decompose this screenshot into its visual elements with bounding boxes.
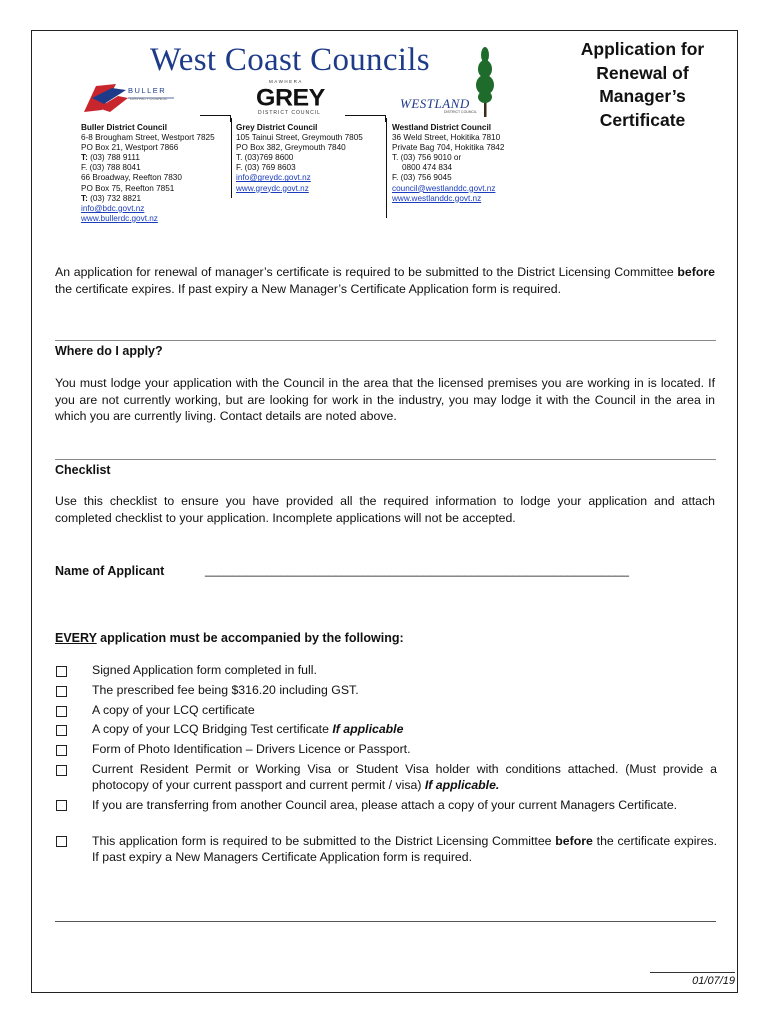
buller-council-name: Buller District Council — [81, 123, 167, 132]
footer-date: 01/07/19 — [692, 975, 735, 987]
divider-3 — [55, 921, 716, 922]
tree-icon — [474, 45, 496, 117]
title-line-3: Manager’s — [599, 86, 686, 106]
westland-website-link[interactable]: www.westlanddc.govt.nz — [392, 193, 482, 203]
westland-logo: WESTLAND — [400, 96, 470, 111]
item-signed-form: Signed Application form completed in full. — [92, 663, 317, 677]
west-coast-councils-logo: West Coast Councils — [150, 42, 430, 78]
buller-website-link[interactable]: www.bullerdc.govt.nz — [81, 213, 158, 223]
grey-logo: GREY — [256, 84, 325, 112]
item-permit-visa-text: Current Resident Permit or Working Visa or Student Visa holder with conditions attached. (Must provide a photocopy of your current passport and current permit / visa) — [92, 762, 717, 792]
buller-reefton-phone — [81, 194, 215, 204]
where-heading: Where do I apply? — [55, 344, 163, 358]
page-title — [560, 38, 725, 132]
checkbox-permit-visa[interactable] — [56, 765, 67, 776]
item-lcq-bridging — [92, 722, 717, 738]
item-permit-visa — [92, 762, 717, 793]
intro-bold: before — [677, 265, 715, 279]
item-expiry-text-2: the certificate expires. If past expiry a New Managers Certificate Application form is required. — [92, 834, 717, 864]
item-photo-id: Form of Photo Identification – Drivers Licence or Passport. — [92, 742, 411, 756]
grey-council-name: Grey District Council — [236, 123, 318, 132]
buller-phone — [81, 153, 215, 163]
intro-paragraph — [55, 264, 715, 297]
buller-reefton-address-2: PO Box 75, Reefton 7851 — [81, 183, 175, 193]
logo-connector-buller — [200, 115, 231, 122]
westland-council-name: Westland District Council — [392, 123, 492, 132]
intro-text-2: the certificate expires. If past expiry a New Manager’s Certificate Application form is required. — [55, 281, 561, 296]
buller-address-1: 6-8 Brougham Street, Westport 7825 — [81, 133, 215, 143]
title-line-2: Renewal of — [596, 62, 689, 83]
item-lcq-certificate: A copy of your LCQ certificate — [92, 703, 255, 717]
grey-email-link[interactable]: info@greydc.govt.nz — [236, 173, 311, 183]
grey-logo-maori: MAWHERA — [269, 79, 303, 84]
westland-logo-subtext: DISTRICT COUNCIL — [444, 110, 477, 114]
where-paragraph: You must lodge your application with the Council in the area that the licensed premises you are working in is located. If you are not currently working, but are looking for work in the industry, you may lodge it with the Council in the area in which you are currently living. Contact details are noted above. — [55, 376, 715, 423]
intro-text-1: An application for renewal of manager’s certificate is required to be submitted to the District Licensing Committee — [55, 265, 678, 279]
checkbox-lcq-bridging[interactable] — [56, 725, 67, 736]
grey-contact-block — [236, 123, 363, 194]
divider-2 — [55, 459, 716, 460]
grey-address-2: PO Box 382, Greymouth 7840 — [236, 143, 346, 153]
item-permit-visa-applicable: If applicable. — [424, 777, 500, 792]
westland-freephone: 0800 474 834 — [402, 163, 453, 173]
westland-fax: F. (03) 756 9045 — [392, 173, 452, 183]
item-lcq-bridging-text: A copy of your LCQ Bridging Test certificate — [92, 722, 333, 736]
every-underlined: EVERY — [55, 631, 97, 645]
checkbox-transfer[interactable] — [56, 800, 67, 811]
buller-contact-block — [81, 123, 215, 224]
title-line-1: Application for — [580, 39, 705, 59]
westland-email-link[interactable]: council@westlanddc.govt.nz — [392, 183, 496, 193]
grey-fax: F. (03) 769 8603 — [236, 163, 296, 173]
westland-contact-block — [392, 123, 504, 204]
applicant-name-label: Name of Applicant — [55, 564, 165, 578]
checkbox-photo-id[interactable] — [56, 745, 67, 756]
westland-address-2: Private Bag 704, Hokitika 7842 — [392, 143, 505, 153]
grey-website-link[interactable]: www.greydc.govt.nz — [236, 183, 309, 193]
grey-phone: T. (03)769 8600 — [236, 153, 294, 163]
buller-reefton-phone-number: (03) 732 8821 — [87, 193, 142, 203]
divider-grey-westland — [386, 118, 387, 218]
westland-phone: T. (03) 756 9010 or — [392, 153, 462, 163]
grey-address-1: 105 Tainui Street, Greymouth 7805 — [236, 133, 363, 143]
buller-fax: F. (03) 788 8041 — [81, 163, 141, 173]
logo-connector-grey — [345, 115, 386, 122]
checklist-paragraph: Use this checklist to ensure you have provided all the required information to lodge your application and attach completed checklist to your application. Incomplete applications will not be accepted. — [55, 494, 715, 525]
checkbox-fee[interactable] — [56, 686, 67, 697]
item-lcq-bridging-applicable: If applicable — [332, 722, 404, 736]
applicant-name-field[interactable]: ______________________________________________________________ — [205, 563, 630, 577]
every-rest: application must be accompanied by the following: — [96, 631, 404, 645]
divider-1 — [55, 340, 716, 341]
buller-reefton-address-1: 66 Broadway, Reefton 7830 — [81, 173, 182, 183]
item-transfer: If you are transferring from another Council area, please attach a copy of your current Managers Certificate. — [92, 798, 678, 812]
divider-buller-grey — [231, 118, 232, 198]
westland-address-1: 36 Weld Street, Hokitika 7810 — [392, 133, 501, 143]
buller-address-2: PO Box 21, Westport 7866 — [81, 143, 179, 153]
item-fee: The prescribed fee being $316.20 including GST. — [92, 683, 359, 697]
item-expiry-bold: before — [555, 834, 593, 848]
item-expiry-text-1: This application form is required to be submitted to the District Licensing Committee — [92, 834, 556, 848]
item-expiry — [92, 834, 717, 865]
buller-email-link[interactable]: info@bdc.govt.nz — [81, 203, 145, 213]
checkbox-lcq-certificate[interactable] — [56, 706, 67, 717]
buller-logo-subtext: DISTRICT COUNCIL — [130, 96, 168, 101]
title-line-4: Certificate — [599, 109, 686, 130]
grey-logo-subtext: DISTRICT COUNCIL — [258, 110, 321, 116]
checkbox-signed-form[interactable] — [56, 666, 67, 677]
date-rule — [650, 972, 735, 973]
buller-phone-number: (03) 788 9111 — [87, 153, 140, 163]
buller-phone-label: T: — [81, 153, 88, 163]
checklist-heading: Checklist — [55, 463, 111, 477]
buller-logo-text: BULLER — [128, 86, 167, 95]
every-heading — [55, 631, 404, 645]
checkbox-expiry[interactable] — [56, 836, 67, 847]
buller-reefton-phone-label: T: — [81, 193, 88, 203]
